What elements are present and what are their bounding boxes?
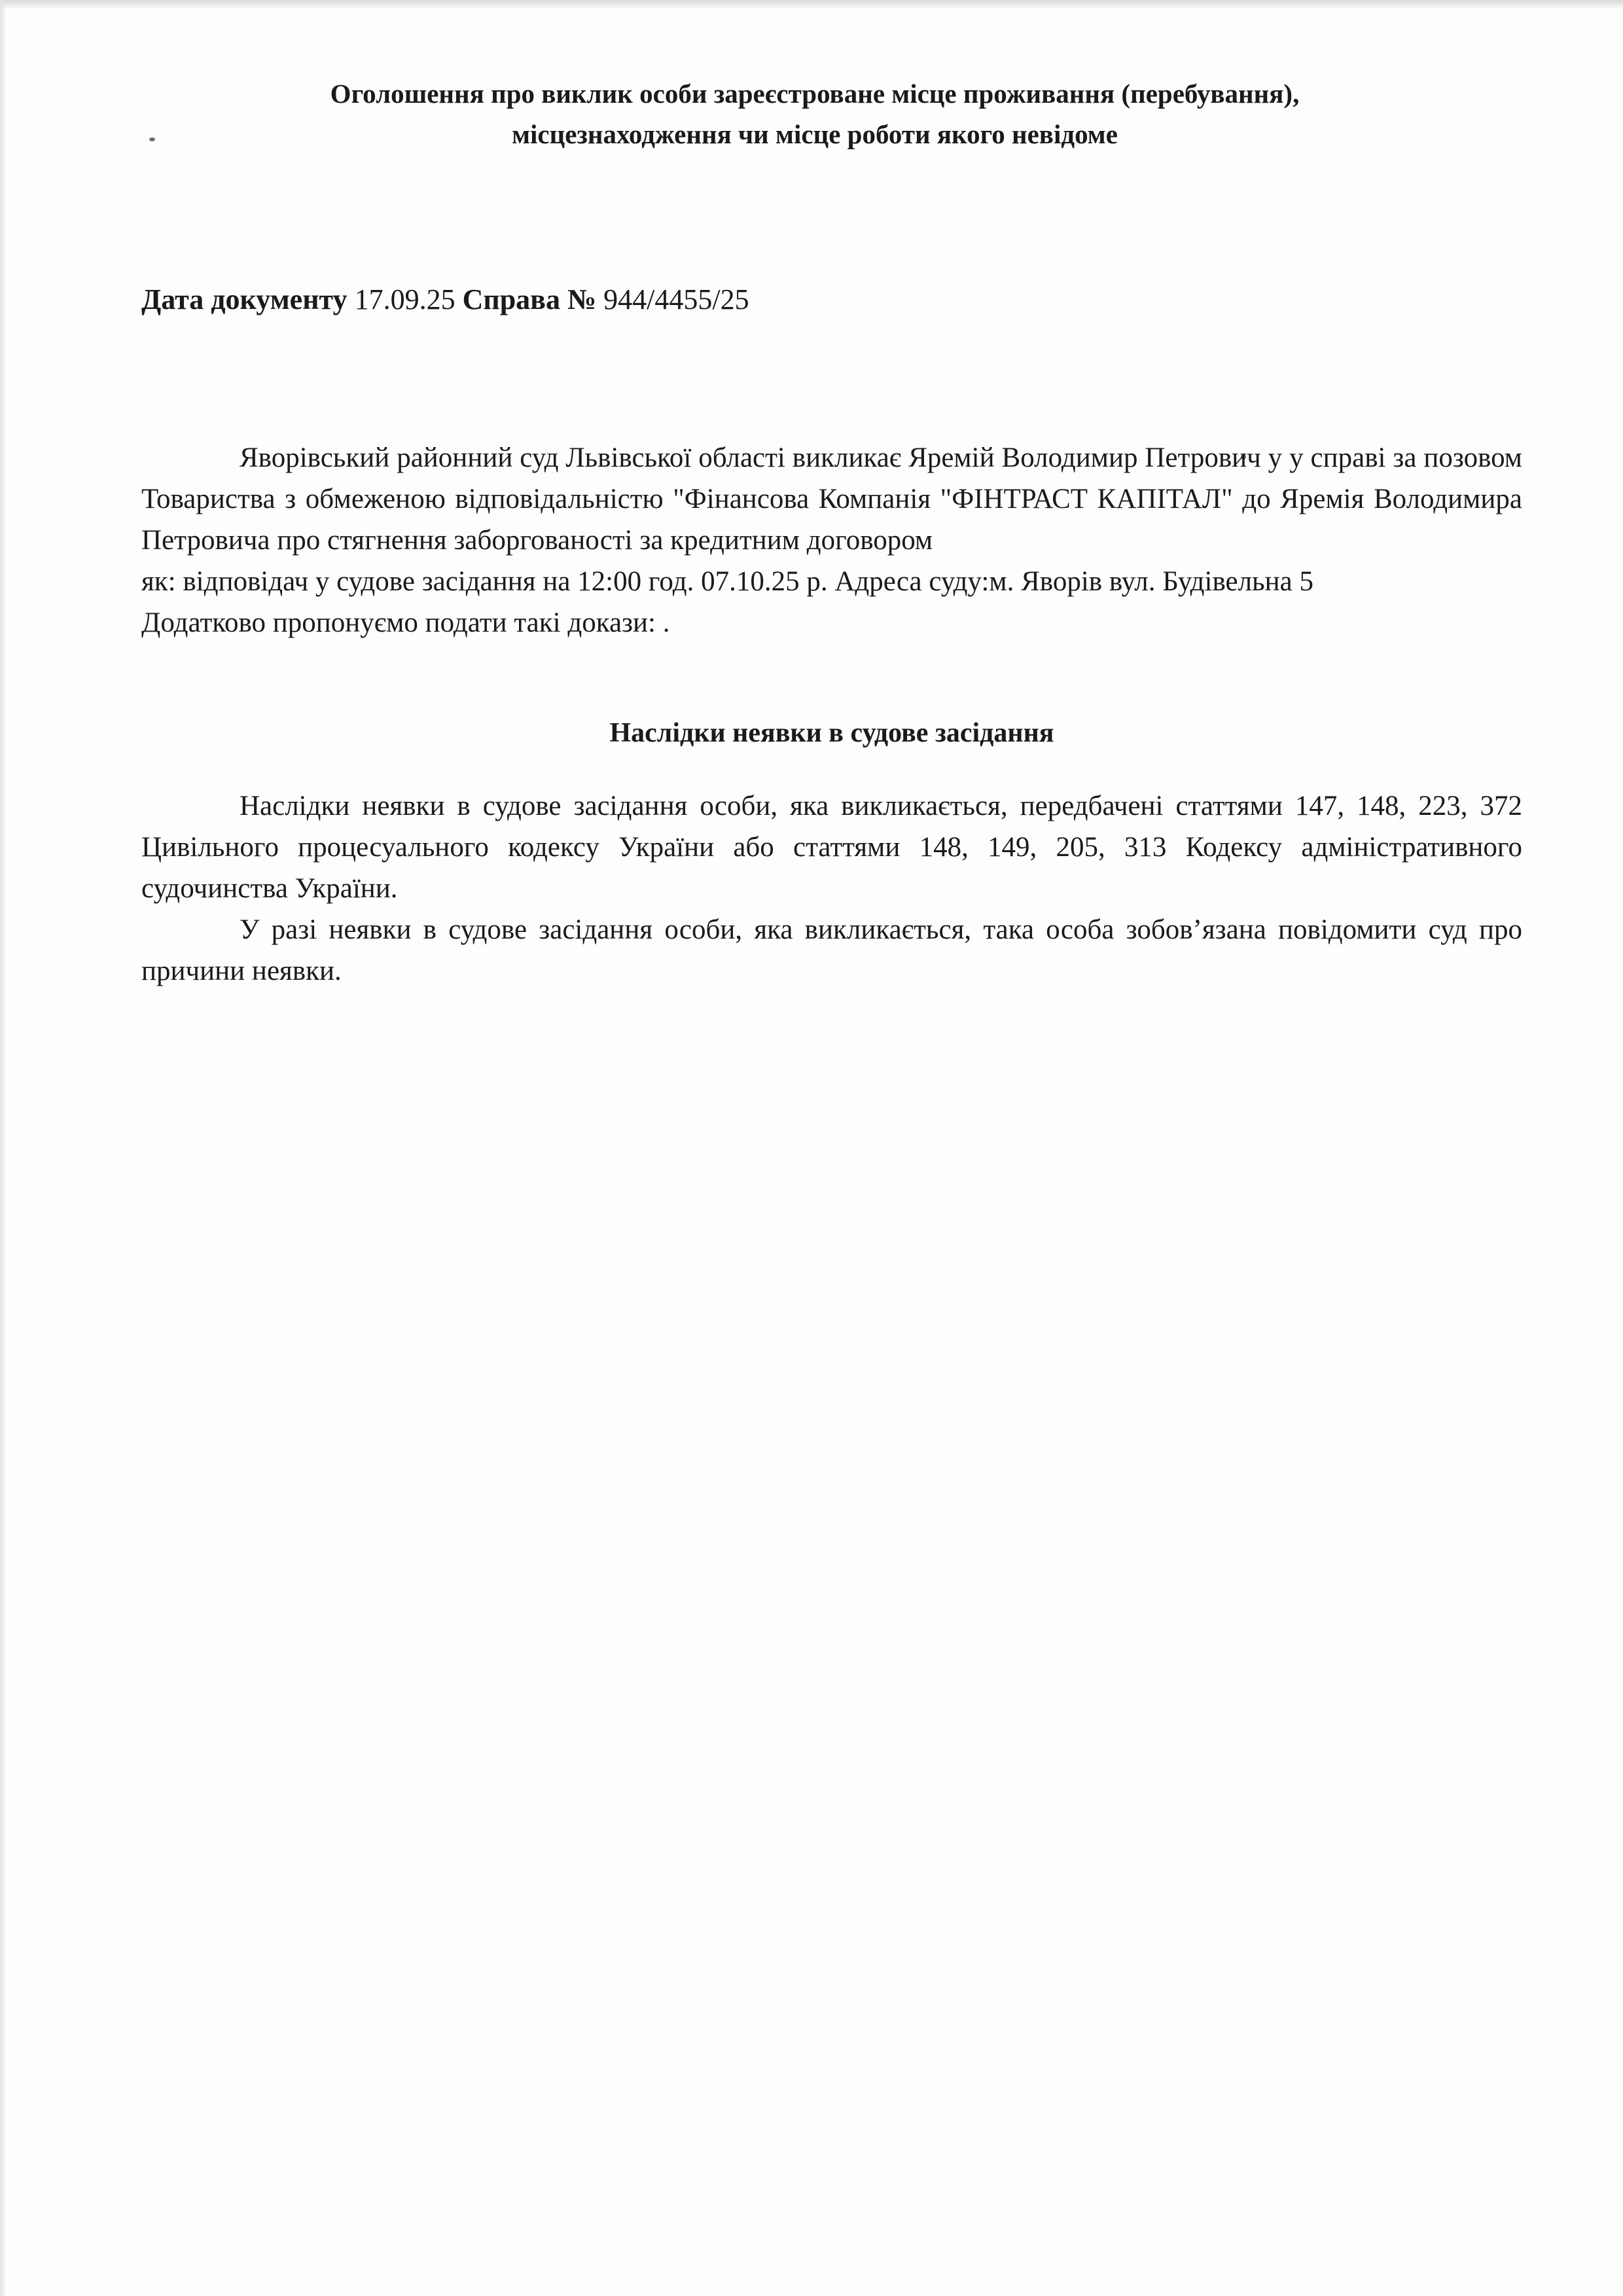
title-line-2: місцезнаходження чи місце роботи якого невідоме — [512, 119, 1118, 149]
document-date-value: 17.09.25 — [354, 283, 455, 315]
scan-edge-top — [0, 0, 1623, 9]
summons-evidence-line: Додатково пропонуємо подати такі докази: . — [141, 607, 670, 638]
title-line-1: Оголошення про виклик особи зареєстроване місце проживання (перебування), — [330, 79, 1300, 109]
document-meta-line — [141, 280, 749, 319]
scan-edge-left — [0, 0, 7, 2296]
announcement-title — [216, 73, 1414, 154]
document-date-label: Дата документу — [141, 283, 348, 315]
consequences-section — [141, 785, 1522, 992]
case-number-value: 944/4455/25 — [603, 283, 749, 315]
consequences-paragraph-2: У разі неявки в судове засідання особи, яка викликається, така особа зобов’язана повідомити суд про причини неявки. — [141, 914, 1522, 986]
summons-section — [141, 437, 1522, 643]
summons-role-line: як: відповідач у судове засідання на 12:00 год. 07.10.25 р. Адреса суду:м. Яворів вул. Будівельна 5 — [141, 566, 1314, 597]
consequences-heading: Наслідки неявки в судове засідання — [609, 718, 1054, 748]
case-number-label: Справа № — [462, 283, 597, 315]
scan-speck — [149, 137, 155, 141]
summons-paragraph: Яворівський районний суд Львівської області викликає Яремій Володимир Петрович у у справі за позовом Товариства з обмеженою відповідальністю "Фінансова Компанія "ФІНТРАСТ КАПІТАЛ" до Яремія Володимира Петровича про стягнення заборгованості за кредитним договором — [141, 442, 1522, 556]
consequences-paragraph-1: Наслідки неявки в судове засідання особи, яка викликається, передбачені статтями 147, 148, 223, 372 Цивільного процесуального кодексу України або статтями 148, 149, 205, 313 Кодексу адміністративного судочинства України. — [141, 791, 1522, 904]
